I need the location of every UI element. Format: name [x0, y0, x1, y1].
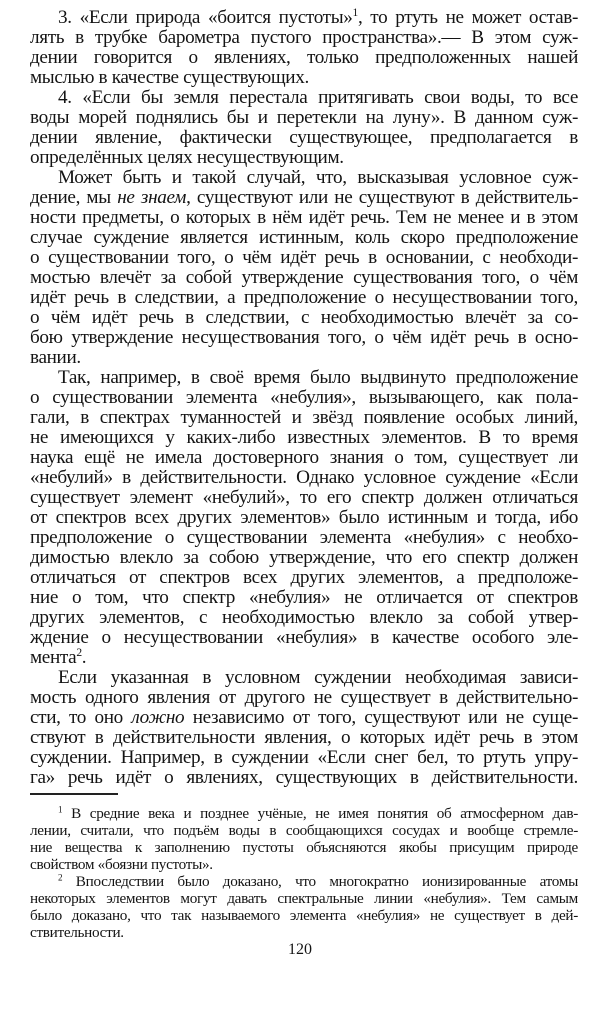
text-line: не имеющихся у каких-либо известных элементов. В то время	[30, 427, 578, 448]
emphasis: не знаем	[117, 187, 187, 208]
text-line: сти, то оно ложно независимо от того, существуют или не суще-	[30, 707, 578, 728]
text-line: Так, например, в своё время было выдвинуто предположение	[58, 367, 578, 388]
text-line: наука ещё не имела достоверного знания о том, существует ли	[30, 447, 578, 468]
text-line: идёт речь в следствии, а предположение о несуществовании того,	[30, 287, 578, 308]
text-line: о существовании того, о чём идёт речь в основании, с необходи-	[30, 247, 578, 268]
text-line: 3. «Если природа «боится пустоты»$^1$, то ртуть не может остав-	[58, 7, 578, 28]
footnote-1: $^1$ В средние века и позднее учёные, не имея понятия об атмосферном дав-	[58, 804, 579, 822]
text-line: дении явление, фактически существующее, предполагается в	[30, 127, 578, 148]
text-line: Если указанная в условном суждении необходимая зависи-	[58, 667, 578, 688]
text-line: отличаться от спектров всех других элементов, а предположе-	[30, 567, 578, 588]
footnote-line: лении, считали, что подъём воды в сообщающихся сосудах и вообще стремле-	[30, 822, 578, 839]
page-number: 120	[288, 941, 312, 958]
footnote-2: $^2$ Впоследствии было доказано, что многократно ионизированные атомы	[58, 872, 578, 890]
footnote-mark: 2	[58, 872, 63, 883]
text-line: дение, мы не знаем, существуют или не существуют в действитель-	[30, 187, 578, 208]
footnote-line: ствительности.	[30, 924, 124, 941]
text-line: ждение о несуществовании «небулия» в качестве особого эле-	[30, 627, 578, 648]
text-line: суждении. Например, в суждении «Если снег бел, то ртуть упру-	[30, 747, 578, 768]
text-line: вании.	[30, 347, 81, 368]
footnote-divider	[30, 793, 118, 795]
text-line: мостью влечёт за собой утверждение существования того, о чём	[30, 267, 578, 288]
text-line: ствуют в действительности явления, о которых идёт речь в этом	[30, 727, 578, 748]
text-line: предположение о существовании элемента «небулия» с необхо-	[30, 527, 578, 548]
text-line: ние о том, что спектр «небулия» не отличается от спектров	[30, 587, 578, 608]
footnote-line: было доказано, что так называемого элемента «небулия» не существует в дей-	[30, 907, 578, 924]
text-line: «небулий» в действительности. Однако условное суждение «Если	[30, 467, 578, 488]
footnote-line: ние вещества к заполнению пустоты объясняются якобы присущим природе	[30, 839, 578, 856]
text-line: мыслью в качестве существующих.	[30, 67, 309, 88]
text-line: мость одного явления от другого не существует в действительно-	[30, 687, 578, 708]
emphasis: ложно	[131, 707, 185, 728]
text-line: димостью влекло за собою утверждение, что его спектр должен	[30, 547, 578, 568]
text-line: случае суждение является истинным, коль скоро предположение	[30, 227, 578, 248]
text-line: Может быть и такой случай, что, высказывая условное суж-	[58, 167, 578, 188]
text-line: о чём идёт речь в следствии, с необходимостью влечёт за со-	[30, 307, 578, 328]
text-line: гали, в спектрах туманностей и звёзд появление особых линий,	[30, 407, 578, 428]
text-line: существует элемент «небулий», то его спектр должен отличаться	[30, 487, 578, 508]
footnote-ref-2[interactable]: 2	[76, 647, 82, 660]
text-line: ности предметы, о которых в нём идёт речь. Тем не менее и в этом	[30, 207, 578, 228]
footnote-ref-1[interactable]: 1	[352, 7, 358, 20]
text-line: дении говорится о явлениях, только предположенных нашей	[30, 47, 578, 68]
text-line: 4. «Если бы земля перестала притягивать свои воды, то все	[58, 87, 578, 108]
text-line: воды морей поднялись бы и перетекли на луну». В данном суж-	[30, 107, 578, 128]
text-line: о существовании элемента «небулия», вызывающего, как пола-	[30, 387, 578, 408]
text-line: лять в трубке барометра пустого пространства».— В этом суж-	[30, 27, 578, 48]
text-line: мента$^2$.	[30, 647, 87, 668]
text-line: от спектров всех других элементов» было истинным и тогда, ибо	[30, 507, 578, 528]
footnote-line: свойством «боязни пустоты».	[30, 856, 213, 873]
text-line: га» речь идёт о явлениях, существующих в действительности.	[30, 767, 578, 788]
text-line: бою утверждение несуществования того, о чём идёт речь в осно-	[30, 327, 578, 348]
footnote-mark: 1	[58, 804, 63, 815]
footnote-line: некоторых элементов могут давать спектральные линии «небулия». Тем самым	[30, 890, 578, 907]
text-line: определённых целях несуществующим.	[30, 147, 344, 168]
text-line: других элементов, с необходимостью влекло за собой утвер-	[30, 607, 578, 628]
